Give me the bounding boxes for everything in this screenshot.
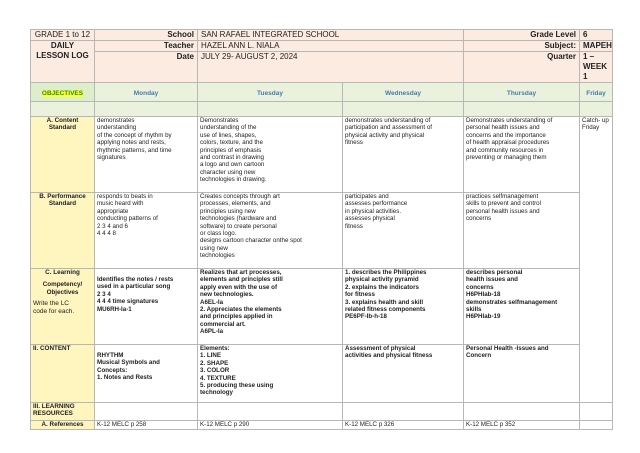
learning-competency-label: C. Learning — [45, 269, 80, 276]
blank-cell — [464, 102, 580, 117]
learning-resources-monday — [95, 403, 198, 421]
learning-resources-wednesday — [343, 403, 464, 421]
content-standard-thursday: Demonstrates understanding of personal health issues and concerns and the importance of health appraisal procedures and community resources in preventing or managing them — [464, 117, 580, 193]
references-friday — [580, 421, 613, 430]
teacher-label: Teacher — [95, 41, 198, 52]
monday-heading: Monday — [95, 83, 198, 102]
performance-standard-row — [31, 193, 613, 269]
content-standard-row — [31, 117, 613, 193]
learning-competency-wednesday: 1. describes the Philippines physical activity pyramid 2. explains the indicators for fitness 3. explains health and skill related fitness components PE6PF-Ib-h-18 — [343, 269, 464, 345]
blank-row — [31, 102, 613, 117]
blank-cell — [31, 102, 95, 117]
dll-title-cell — [31, 41, 95, 83]
grade-level-label: Grade Level — [464, 30, 580, 41]
friday-heading: Friday — [580, 83, 613, 102]
day-header-row — [31, 83, 613, 102]
grade-range-cell — [31, 30, 95, 41]
header-row-date — [31, 52, 613, 83]
blank-cell — [95, 102, 198, 117]
header-row-teacher — [31, 41, 613, 52]
learning-competency-monday: Identifies the notes / rests used in a particular song 2 3 4 4 4 4 time signatures MU6RH-Ia-1 — [95, 269, 198, 345]
grade-level-value: 6 — [580, 30, 613, 41]
thursday-heading: Thursday — [464, 83, 580, 102]
content-label: II. CONTENT — [31, 345, 95, 403]
learning-competency-row — [31, 269, 613, 345]
blank-cell — [198, 102, 343, 117]
tuesday-heading: Tuesday — [198, 83, 343, 102]
references-thursday: K-12 MELC p 352 — [464, 421, 580, 430]
performance-standard-monday: responds to beats in music heard with appropriate conducting patterns of 2 3 4 and 6 4 4 4 8 — [95, 193, 198, 269]
content-standard-label: A. Content Standard — [31, 117, 95, 193]
lc-code-instruction: Write the LC code for each. — [33, 300, 75, 315]
school-value: SAN RAFAEL INTEGRATED SCHOOL — [198, 30, 464, 41]
performance-standard-thursday: practices selfmanagement skills to prevent and control personal health issues and concerns — [464, 193, 580, 269]
references-monday: K-12 MELC p 258 — [95, 421, 198, 430]
objectives-heading — [31, 83, 95, 102]
quarter-label: Quarter — [464, 52, 580, 83]
school-label: School — [95, 30, 198, 41]
references-row — [31, 421, 613, 430]
learning-resources-tuesday — [198, 403, 343, 421]
references-label: A. References — [31, 421, 95, 430]
objectives-heading-text: OBJECTIVES — [41, 90, 84, 97]
content-row — [31, 345, 613, 403]
performance-standard-tuesday: Creates concepts through art processes, elements, and principles using new technologies (hardware and software) to create personal or class logo. designs cartoon character onthe spot using new technologies — [198, 193, 343, 269]
performance-standard-wednesday: participates and assesses performance in physical activities. assesses physical fitness — [343, 193, 464, 269]
content-standard-monday: demonstrates understanding of the concept of rhythm by applying notes and rests, rhythmic patterns, and time signatures — [95, 117, 198, 193]
content-thursday: Personal Health -Issues and Concern — [464, 345, 580, 403]
date-value: JULY 29- AUGUST 2, 2024 — [198, 52, 464, 83]
subject-label: Subject: — [464, 41, 580, 52]
dll-title: DAILY LESSON LOG — [36, 41, 89, 60]
performance-standard-label: B. Performance Standard — [31, 193, 95, 269]
grade-range-label: GRADE 1 to 12 — [34, 30, 91, 39]
learning-resources-row — [31, 403, 613, 421]
content-tuesday: Elements: 1. LINE 2. SHAPE 3. COLOR 4. TEXTURE 5. producing these using technology — [198, 345, 343, 403]
learning-competency-tuesday: Realizes that art processes, elements and principles still apply even with the use of new technologies. A6EL-Ia 2. Appreciates the elements and principles applied in commercial art. A6PL-Ia — [198, 269, 343, 345]
competency-objectives-label: Competency/ Objectives — [42, 281, 83, 296]
date-label: Date — [95, 52, 198, 83]
learning-resources-friday — [580, 403, 613, 421]
content-standard-tuesday: Demonstrates understanding of the use of lines, shapes, colors, texture, and the principles of emphasis and contrast in drawing a logo and own cartoon character using new technologies in drawing. — [198, 117, 343, 193]
subject-value: MAPEH — [580, 41, 613, 52]
content-wednesday: Assessment of physical activities and physical fitness — [343, 345, 464, 403]
teacher-value: HAZEL ANN L. NIALA — [198, 41, 464, 52]
daily-lesson-log-table — [30, 29, 613, 430]
blank-cell — [580, 102, 613, 117]
header-row-school — [31, 30, 613, 41]
references-wednesday: K-12 MELC p 326 — [343, 421, 464, 430]
learning-competency-label-cell — [31, 269, 95, 345]
learning-resources-thursday — [464, 403, 580, 421]
wednesday-heading: Wednesday — [343, 83, 464, 102]
blank-cell — [343, 102, 464, 117]
learning-competency-thursday: describes personal health issues and concerns H6PHIab-18 demonstrates selfmanagement skills H6PHIab-19 — [464, 269, 580, 345]
content-monday: RHYTHM Musical Symbols and Concepts: 1. Notes and Rests — [95, 345, 198, 403]
quarter-value: 1 – WEEK 1 — [580, 52, 613, 83]
learning-resources-label: III. LEARNING RESOURCES — [31, 403, 95, 421]
content-standard-wednesday: demonstrates understanding of participation and assessment of physical activity and physical fitness — [343, 117, 464, 193]
references-tuesday: K-12 MELC p 290 — [198, 421, 343, 430]
content-standard-friday: Catch- up Friday — [580, 117, 613, 403]
